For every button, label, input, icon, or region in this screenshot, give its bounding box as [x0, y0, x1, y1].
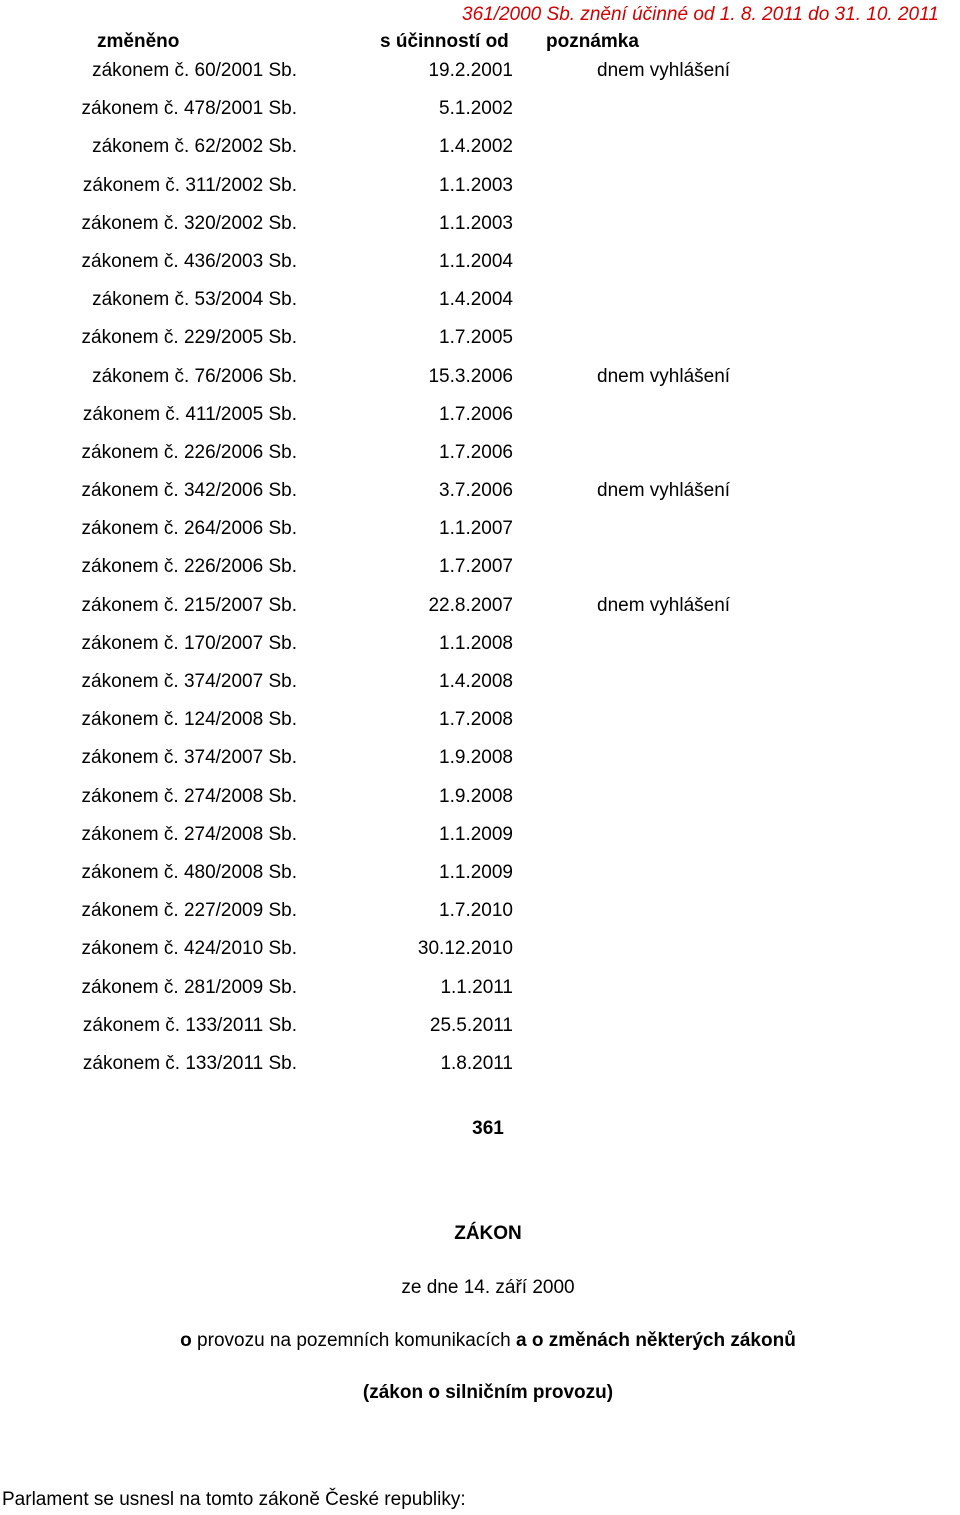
row-date: 1.7.2006 — [439, 403, 513, 425]
table-row — [0, 248, 960, 286]
column-header-effective: s účinností od — [380, 31, 509, 52]
row-law: zákonem č. 281/2009 Sb. — [81, 976, 297, 998]
row-date: 15.3.2006 — [428, 365, 513, 387]
row-law: zákonem č. 62/2002 Sb. — [92, 136, 297, 158]
row-law: zákonem č. 215/2007 Sb. — [81, 594, 297, 616]
table-row — [0, 57, 960, 95]
table-row — [0, 133, 960, 171]
row-date: 1.4.2002 — [439, 136, 513, 158]
row-law: zákonem č. 320/2002 Sb. — [81, 212, 297, 234]
row-date: 1.9.2008 — [439, 747, 513, 769]
table-row — [0, 439, 960, 477]
column-header-changed: změněno — [97, 31, 180, 52]
row-law: zákonem č. 226/2006 Sb. — [81, 556, 297, 578]
row-date: 1.1.2011 — [440, 976, 513, 998]
row-date: 1.7.2010 — [439, 900, 513, 922]
row-date: 1.8.2011 — [440, 1052, 513, 1074]
row-date: 1.9.2008 — [439, 785, 513, 807]
table-row — [0, 286, 960, 324]
row-law: zákonem č. 480/2008 Sb. — [81, 861, 297, 883]
row-date: 1.1.2009 — [439, 823, 513, 845]
row-law: zákonem č. 133/2011 Sb. — [82, 1052, 297, 1074]
table-row — [0, 477, 960, 515]
act-short-title: (zákon o silničním provozu) — [362, 1382, 614, 1403]
row-date: 30.12.2010 — [417, 938, 513, 960]
row-date: 1.4.2008 — [439, 671, 513, 692]
table-row — [0, 897, 960, 935]
row-law: zákonem č. 436/2003 Sb. — [81, 250, 297, 272]
table-row — [0, 783, 960, 821]
row-date: 1.1.2004 — [439, 250, 513, 272]
row-note: dnem vyhlášení — [597, 480, 731, 502]
row-note: dnem vyhlášení — [597, 365, 731, 387]
table-row — [0, 324, 960, 362]
row-law: zákonem č. 274/2008 Sb. — [81, 823, 297, 845]
act-date: ze dne 14. září 2000 — [401, 1277, 575, 1298]
amendments-table — [0, 57, 960, 1088]
table-row — [0, 630, 960, 668]
row-date: 19.2.2001 — [428, 60, 513, 81]
row-date: 1.7.2008 — [439, 709, 513, 731]
table-row — [0, 1012, 960, 1050]
table-row — [0, 1050, 960, 1088]
row-law: zákonem č. 53/2004 Sb. — [92, 289, 297, 311]
row-law: zákonem č. 133/2011 Sb. — [82, 1014, 297, 1036]
row-date: 25.5.2011 — [429, 1014, 513, 1036]
row-law: zákonem č. 76/2006 Sb. — [92, 365, 297, 387]
row-law: zákonem č. 478/2001 Sb. — [81, 98, 297, 120]
table-row — [0, 592, 960, 630]
row-date: 1.1.2003 — [439, 174, 513, 196]
act-subject-part: a o změnách některých zákonů — [516, 1330, 796, 1351]
row-law: zákonem č. 374/2007 Sb. — [81, 671, 297, 692]
table-row — [0, 706, 960, 744]
row-law: zákonem č. 264/2006 Sb. — [81, 518, 297, 540]
row-date: 1.1.2009 — [439, 861, 513, 883]
table-row — [0, 859, 960, 897]
column-header-note: poznámka — [546, 31, 639, 52]
act-subject — [0, 1330, 960, 1352]
table-row — [0, 821, 960, 859]
row-date: 3.7.2006 — [439, 480, 513, 502]
table-row — [0, 172, 960, 210]
enactment-formula: Parlament se usnesl na tomto zákoně České republiky: — [2, 1489, 466, 1510]
row-law: zákonem č. 374/2007 Sb. — [81, 747, 297, 769]
row-law: zákonem č. 124/2008 Sb. — [81, 709, 297, 731]
row-law: zákonem č. 311/2002 Sb. — [82, 174, 297, 196]
row-date: 22.8.2007 — [428, 594, 513, 616]
row-law: zákonem č. 170/2007 Sb. — [81, 632, 297, 654]
table-row — [0, 363, 960, 401]
row-date: 1.1.2008 — [439, 632, 513, 654]
row-law: zákonem č. 424/2010 Sb. — [81, 938, 297, 960]
row-note: dnem vyhlášení — [597, 60, 731, 81]
row-date: 1.7.2007 — [439, 556, 513, 578]
row-law: zákonem č. 227/2009 Sb. — [81, 900, 297, 922]
table-row — [0, 668, 960, 706]
table-row — [0, 935, 960, 973]
row-law: zákonem č. 60/2001 Sb. — [92, 60, 297, 81]
row-law: zákonem č. 226/2006 Sb. — [81, 441, 297, 463]
document-header: 361/2000 Sb. znění účinné od 1. 8. 2011 do 31. 10. 2011 — [462, 4, 939, 25]
row-note: dnem vyhlášení — [597, 594, 731, 616]
row-law: zákonem č. 342/2006 Sb. — [81, 480, 297, 502]
row-date: 1.1.2003 — [439, 212, 513, 234]
row-law: zákonem č. 411/2005 Sb. — [82, 403, 297, 425]
table-row — [0, 974, 960, 1012]
table-row — [0, 515, 960, 553]
act-subject-part: provozu na pozemních komunikacích — [191, 1330, 516, 1351]
row-law: zákonem č. 229/2005 Sb. — [81, 327, 297, 349]
row-date: 5.1.2002 — [439, 98, 513, 120]
row-date: 1.7.2006 — [439, 441, 513, 463]
row-date: 1.1.2007 — [439, 518, 513, 540]
table-row — [0, 744, 960, 782]
table-row — [0, 553, 960, 591]
act-title: ZÁKON — [454, 1223, 522, 1244]
table-row — [0, 95, 960, 133]
row-law: zákonem č. 274/2008 Sb. — [81, 785, 297, 807]
table-row — [0, 210, 960, 248]
law-number: 361 — [472, 1118, 504, 1139]
row-date: 1.7.2005 — [439, 327, 513, 349]
row-date: 1.4.2004 — [439, 289, 513, 311]
act-subject-part: o — [180, 1330, 192, 1351]
table-row — [0, 401, 960, 439]
